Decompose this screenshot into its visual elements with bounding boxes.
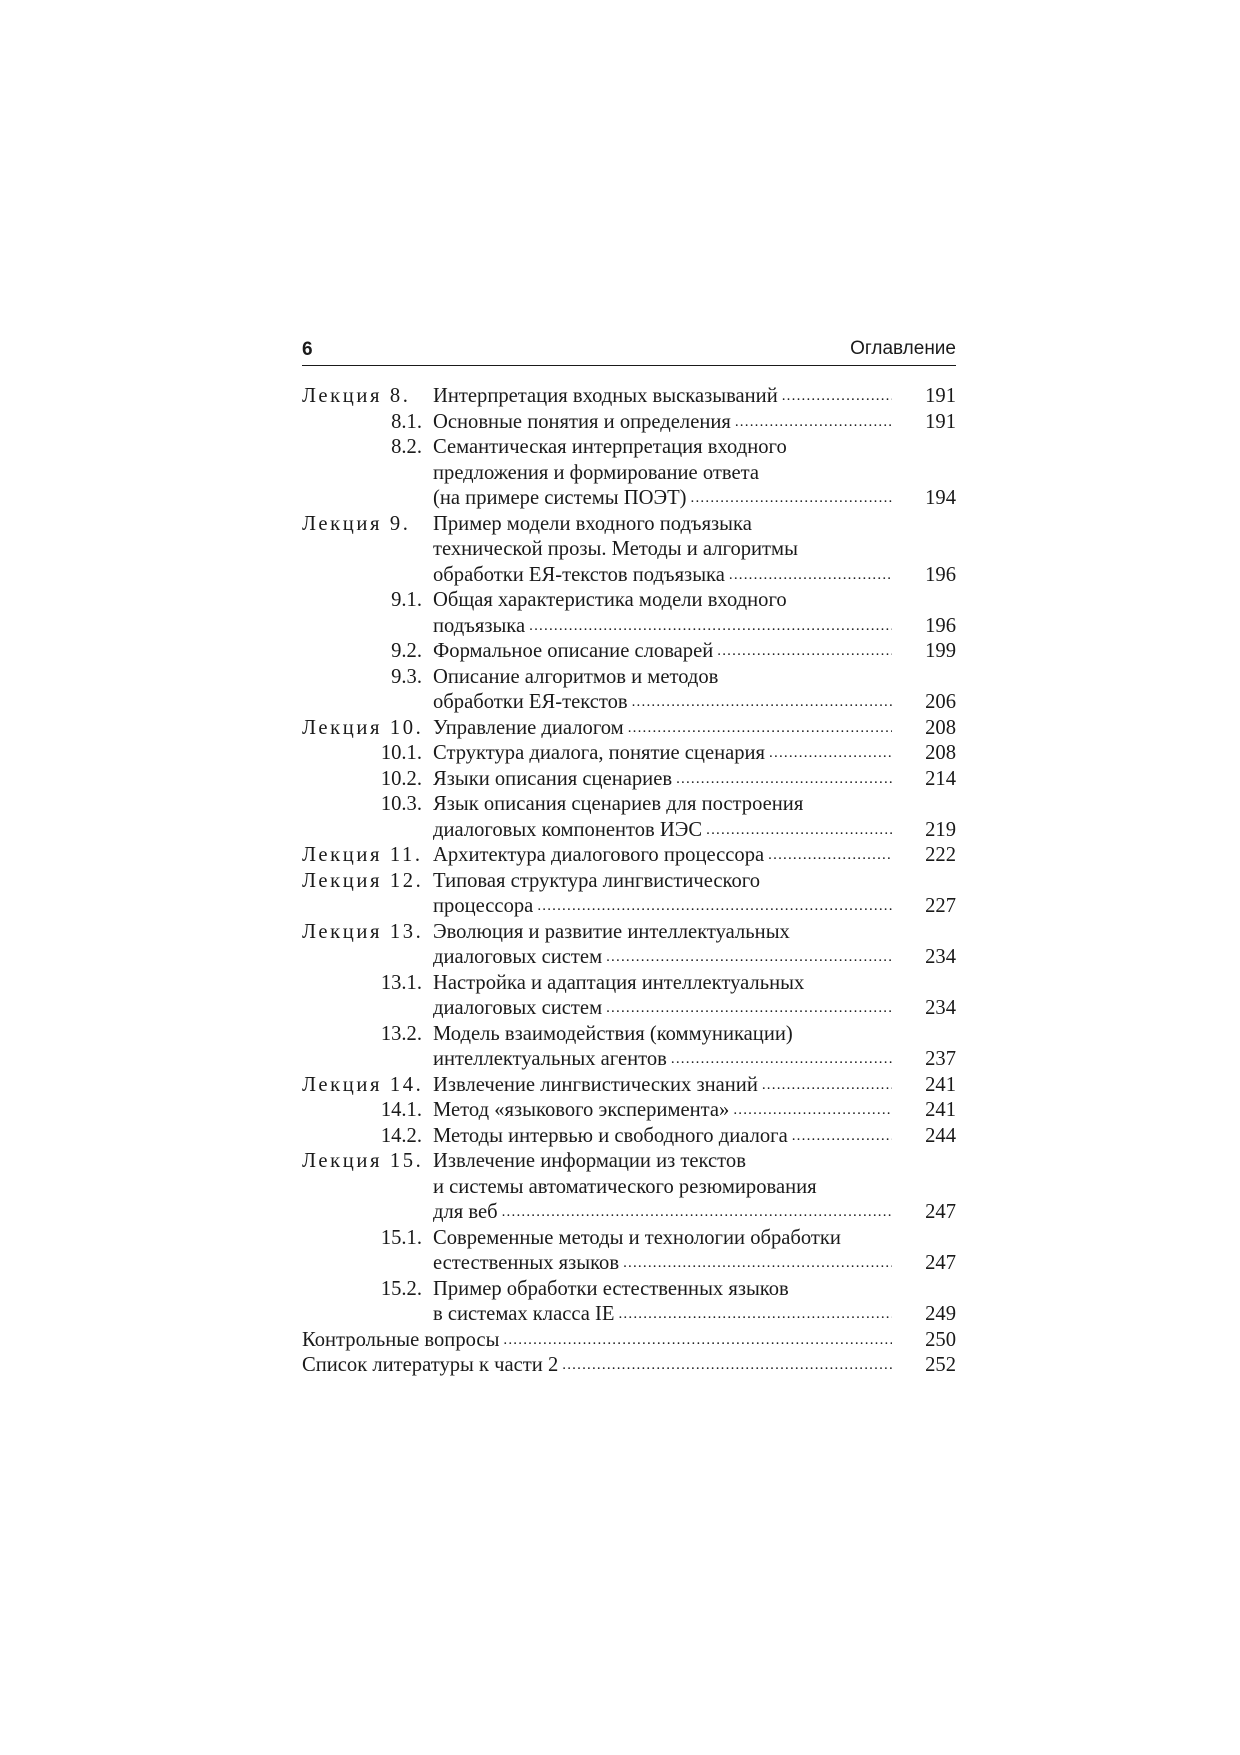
entry-page: 196 bbox=[925, 563, 956, 586]
toc-entry-lecture-9 bbox=[302, 512, 956, 589]
toc-entry-section-8-2 bbox=[302, 435, 956, 512]
dot-leader bbox=[618, 1302, 892, 1328]
entry-label: 9.1. bbox=[391, 589, 422, 611]
entry-page: 244 bbox=[925, 1124, 956, 1147]
dot-leader bbox=[623, 1251, 892, 1277]
entry-page: 247 bbox=[925, 1201, 956, 1223]
entry-title-continued: и системы автоматического резюмирования bbox=[433, 1175, 817, 1198]
entry-title-continued: обработки ЕЯ-текстов подъязыка bbox=[433, 563, 725, 586]
dot-leader bbox=[792, 1124, 892, 1150]
entry-page: 227 bbox=[925, 895, 956, 917]
entry-label: 14.2. bbox=[380, 1124, 422, 1147]
running-header bbox=[302, 335, 956, 366]
dot-leader bbox=[606, 945, 892, 971]
entry-page: 191 bbox=[925, 410, 956, 433]
dot-leader bbox=[691, 486, 892, 512]
entry-title: Методы интервью и свободного диалога bbox=[433, 1124, 788, 1147]
entry-page: 237 bbox=[925, 1048, 956, 1070]
entry-page: 199 bbox=[925, 640, 956, 662]
entry-label: Лекция 10. bbox=[302, 716, 424, 739]
dot-leader bbox=[733, 1098, 892, 1124]
entry-title: Настройка и адаптация интеллектуальных bbox=[433, 971, 805, 994]
entry-title: Формальное описание словарей bbox=[433, 640, 714, 662]
toc-entry-section-9-3 bbox=[302, 665, 956, 716]
toc-entry-section-10-3 bbox=[302, 792, 956, 843]
entry-title: Метод «языкового эксперимента» bbox=[433, 1099, 730, 1121]
toc-entry-control-questions bbox=[302, 1328, 956, 1354]
entry-title-continued: (на примере системы ПОЭТ) bbox=[433, 487, 687, 509]
toc-entry-section-13-1 bbox=[302, 971, 956, 1022]
dot-leader bbox=[706, 818, 892, 844]
entry-label: Лекция 15. bbox=[302, 1150, 424, 1172]
entry-title: Управление диалогом bbox=[433, 716, 624, 739]
toc-entry-section-10-2 bbox=[302, 767, 956, 793]
entry-title-continued: в системах класса IE bbox=[433, 1303, 615, 1325]
entry-label: 15.1. bbox=[380, 1226, 422, 1249]
entry-title: Структура диалога, понятие сценария bbox=[433, 742, 766, 764]
entry-title-continued: интеллектуальных агентов bbox=[433, 1048, 667, 1070]
toc-entry-section-14-2 bbox=[302, 1124, 956, 1150]
entry-title-continued: диалоговых компонентов ИЭС bbox=[433, 818, 703, 841]
entry-label: 14.1. bbox=[380, 1099, 422, 1121]
entry-title: Язык описания сценариев для построения bbox=[433, 793, 804, 815]
entry-title: Языки описания сценариев bbox=[433, 767, 673, 790]
entry-title: Извлечение лингвистических знаний bbox=[433, 1073, 758, 1096]
dot-leader bbox=[717, 639, 892, 665]
dot-leader bbox=[762, 1073, 892, 1099]
toc-entry-section-13-2 bbox=[302, 1022, 956, 1073]
entry-title: Семантическая интерпретация входного bbox=[433, 436, 787, 458]
entry-title: Общая характеристика модели входного bbox=[433, 589, 787, 611]
entry-label: Лекция 9. bbox=[302, 512, 411, 535]
entry-page: 214 bbox=[925, 767, 956, 790]
entry-page: 191 bbox=[925, 385, 956, 407]
entry-page: 219 bbox=[925, 818, 956, 841]
entry-page: 249 bbox=[925, 1303, 956, 1325]
entry-page: 222 bbox=[925, 844, 956, 866]
entry-page: 206 bbox=[925, 691, 956, 713]
toc-entry-lecture-13 bbox=[302, 920, 956, 971]
dot-leader bbox=[628, 716, 892, 742]
entry-label: 9.3. bbox=[391, 665, 422, 688]
entry-title: Основные понятия и определения bbox=[433, 410, 731, 433]
entry-title-continued: процессора bbox=[433, 895, 534, 917]
entry-label: Лекция 13. bbox=[302, 920, 424, 943]
entry-title: Современные методы и технологии обработки bbox=[433, 1226, 841, 1249]
section-title: Оглавление bbox=[850, 338, 956, 359]
entry-title: Интерпретация входных высказываний bbox=[433, 385, 778, 407]
entry-page: 241 bbox=[925, 1099, 956, 1121]
entry-label: 8.2. bbox=[391, 436, 422, 458]
dot-leader bbox=[537, 894, 892, 920]
dot-leader bbox=[735, 410, 892, 436]
dot-leader bbox=[606, 996, 892, 1022]
entry-title-continued: обработки ЕЯ-текстов bbox=[433, 691, 628, 713]
entry-title: Эволюция и развитие интеллектуальных bbox=[433, 920, 790, 943]
toc-entry-section-15-2 bbox=[302, 1277, 956, 1328]
dot-leader bbox=[503, 1328, 892, 1354]
entry-title-continued: технической прозы. Методы и алгоритмы bbox=[433, 538, 798, 560]
dot-leader bbox=[671, 1047, 892, 1073]
entry-page: 252 bbox=[925, 1354, 956, 1376]
entry-title-continued: диалоговых систем bbox=[433, 946, 603, 968]
table-of-contents bbox=[302, 384, 956, 1379]
toc-entry-section-10-1 bbox=[302, 741, 956, 767]
entry-label: Лекция 14. bbox=[302, 1073, 424, 1096]
dot-leader bbox=[502, 1200, 892, 1226]
toc-entry-section-9-1 bbox=[302, 588, 956, 639]
entry-title: Пример модели входного подъязыка bbox=[433, 512, 752, 535]
dot-leader bbox=[729, 563, 892, 589]
entry-label: 13.1. bbox=[380, 971, 422, 994]
page-number: 6 bbox=[302, 339, 313, 360]
entry-page: 196 bbox=[925, 614, 956, 637]
toc-entry-lecture-11 bbox=[302, 843, 956, 869]
entry-page: 194 bbox=[925, 487, 956, 509]
entry-page: 234 bbox=[925, 946, 956, 968]
entry-title: Описание алгоритмов и методов bbox=[433, 665, 719, 688]
entry-title: Архитектура диалогового процессора bbox=[433, 844, 765, 866]
entry-label: 15.2. bbox=[380, 1277, 422, 1300]
toc-entry-section-9-2 bbox=[302, 639, 956, 665]
entry-label: Лекция 8. bbox=[302, 385, 411, 407]
entry-label: 9.2. bbox=[391, 640, 422, 662]
toc-entry-lecture-14 bbox=[302, 1073, 956, 1099]
dot-leader bbox=[768, 843, 892, 869]
entry-label: 8.1. bbox=[391, 410, 422, 433]
dot-leader bbox=[529, 614, 892, 640]
toc-entry-lecture-8 bbox=[302, 384, 956, 410]
entry-label: 10.1. bbox=[380, 742, 422, 764]
entry-page: 234 bbox=[925, 997, 956, 1019]
entry-title: Типовая структура лингвистического bbox=[433, 869, 760, 892]
entry-label: 10.2. bbox=[380, 767, 422, 790]
entry-title: Модель взаимодействия (коммуникации) bbox=[433, 1022, 793, 1045]
entry-page: 241 bbox=[925, 1073, 956, 1096]
entry-page: 208 bbox=[925, 716, 956, 739]
entry-page: 208 bbox=[925, 742, 956, 764]
entry-page: 250 bbox=[925, 1328, 956, 1351]
toc-entry-references bbox=[302, 1353, 956, 1379]
entry-label: 10.3. bbox=[380, 793, 422, 815]
entry-title-continued: для веб bbox=[433, 1201, 498, 1223]
entry-label: Лекция 11. bbox=[302, 844, 423, 866]
entry-title: Пример обработки естественных языков bbox=[433, 1277, 789, 1300]
entry-title: Извлечение информации из текстов bbox=[433, 1150, 746, 1172]
entry-title-continued: диалоговых систем bbox=[433, 997, 603, 1019]
dot-leader bbox=[782, 384, 892, 410]
toc-entry-lecture-15 bbox=[302, 1149, 956, 1226]
toc-entry-section-15-1 bbox=[302, 1226, 956, 1277]
dot-leader bbox=[632, 690, 892, 716]
entry-title: Контрольные вопросы bbox=[302, 1328, 500, 1351]
dot-leader bbox=[562, 1353, 892, 1379]
toc-entry-section-8-1 bbox=[302, 410, 956, 436]
entry-title-continued: предложения и формирование ответа bbox=[433, 461, 760, 484]
dot-leader bbox=[676, 767, 892, 793]
entry-title-continued: естественных языков bbox=[433, 1252, 620, 1274]
entry-label: Лекция 12. bbox=[302, 869, 424, 892]
toc-entry-lecture-12 bbox=[302, 869, 956, 920]
toc-entry-lecture-10 bbox=[302, 716, 956, 742]
entry-title: Список литературы к части 2 bbox=[302, 1354, 559, 1376]
dot-leader bbox=[769, 741, 892, 767]
toc-entry-section-14-1 bbox=[302, 1098, 956, 1124]
entry-title-continued: подъязыка bbox=[433, 614, 526, 637]
entry-label: 13.2. bbox=[380, 1022, 422, 1045]
entry-page: 247 bbox=[925, 1252, 956, 1274]
